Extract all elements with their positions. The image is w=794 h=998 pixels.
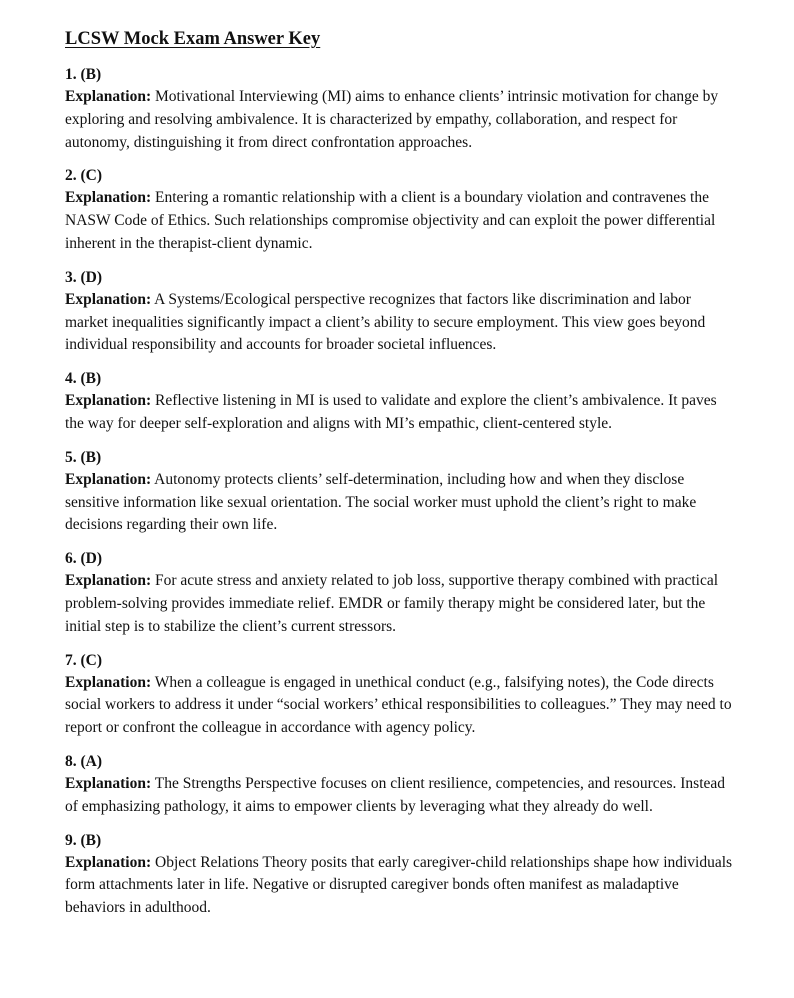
answer-explanation	[65, 86, 734, 154]
answer-number: 1. (B)	[65, 66, 102, 83]
explanation-text: Object Relations Theory posits that early caregiver-child relationships shape how individuals form attachments later in life. Negative or disrupted caregiver bonds often manifest as maladaptive behaviors in adulthood.	[65, 853, 733, 917]
answer-item	[65, 368, 734, 436]
explanation-label: Explanation:	[65, 189, 152, 207]
explanation-label: Explanation:	[65, 572, 152, 590]
explanation-text: Reflective listening in MI is used to validate and explore the client’s ambivalence. It paves the way for deeper self-exploration and aligns with MI’s empathic, client-centered style.	[65, 392, 717, 432]
explanation-text: Autonomy protects clients’ self-determination, including how and when they disclose sensitive information like sexual orientation. The social worker must uphold the client’s right to make decisions regarding their own life.	[65, 470, 697, 534]
explanation-label: Explanation:	[65, 290, 152, 308]
explanation-label: Explanation:	[65, 853, 152, 871]
answer-explanation	[65, 187, 734, 255]
answer-number: 6. (D)	[65, 550, 103, 568]
answer-explanation	[65, 852, 734, 920]
explanation-text: When a colleague is engaged in unethical conduct (e.g., falsifying notes), the Code directs social workers to address it under “social workers’ ethical responsibilities to colleagues.” They may need to report or confront the colleague in accordance with agency policy.	[65, 673, 732, 737]
answer-explanation	[65, 773, 734, 819]
answer-number: 9. (B)	[65, 831, 102, 849]
answer-number: 3. (D)	[65, 268, 103, 286]
explanation-label: Explanation:	[65, 774, 152, 792]
answer-item	[65, 447, 734, 537]
explanation-text: For acute stress and anxiety related to job loss, supportive therapy combined with practical problem-solving provides immediate relief. EMDR or family therapy might be considered later, but the initial step is to stabilize the client’s current stressors.	[65, 572, 719, 635]
explanation-text: Motivational Interviewing (MI) aims to enhance clients’ intrinsic motivation for change by exploring and resolving ambivalence. It is characterized by empathy, collaboration, and respect for autonomy, distinguishing it from direct confrontation approaches.	[65, 88, 719, 151]
answer-explanation	[65, 672, 734, 740]
answer-explanation	[65, 469, 734, 537]
answer-item	[65, 830, 734, 920]
answer-item	[65, 64, 734, 154]
explanation-label: Explanation:	[65, 88, 152, 105]
answer-item	[65, 267, 734, 357]
document-title: LCSW Mock Exam Answer Key	[65, 29, 321, 49]
answer-explanation	[65, 390, 734, 436]
answer-number: 8. (A)	[65, 752, 103, 770]
answer-item	[65, 650, 734, 740]
answer-explanation	[65, 570, 734, 638]
explanation-text: The Strengths Perspective focuses on client resilience, competencies, and resources. Instead of emphasizing pathology, it aims to empower clients by leveraging what they already do well.	[65, 774, 726, 815]
explanation-text: A Systems/Ecological perspective recognizes that factors like discrimination and labor market inequalities significantly impact a client’s ability to secure employment. This view goes beyond individual responsibility and accounts for broader societal influences.	[65, 290, 706, 354]
explanation-text: Entering a romantic relationship with a client is a boundary violation and contravenes the NASW Code of Ethics. Such relationships compromise objectivity and can exploit the power differential inherent in the therapist-client dynamic.	[65, 189, 716, 252]
explanation-label: Explanation:	[65, 673, 152, 691]
explanation-label: Explanation:	[65, 392, 152, 410]
explanation-label: Explanation:	[65, 470, 152, 488]
answer-item	[65, 165, 734, 255]
answer-item	[65, 751, 734, 819]
answer-number: 2. (C)	[65, 167, 103, 185]
answer-number: 7. (C)	[65, 651, 103, 669]
answer-item	[65, 548, 734, 638]
answer-number: 5. (B)	[65, 448, 102, 466]
answer-explanation	[65, 289, 734, 357]
answer-number: 4. (B)	[65, 370, 102, 388]
answer-list	[65, 64, 734, 920]
